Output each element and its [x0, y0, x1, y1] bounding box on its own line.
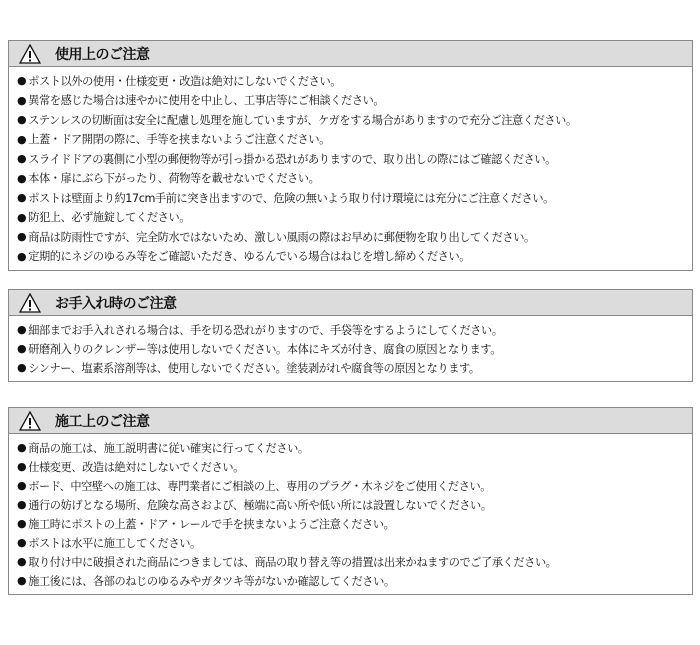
- list-item: ● 商品は防雨性ですが、完全防水ではないため、激しい風雨の際はお早めに郵便物を取り出してください。: [17, 227, 692, 247]
- list-item: ● 定期的にネジのゆるみ等をご確認いただき、ゆるんでいる場合はねじを増し締めください。: [17, 247, 692, 267]
- warning-icon: [19, 44, 41, 64]
- list-item: ● スライドドアの裏側に小型の郵便物等が引っ掛かる恐れがありますので、取り出しの際にはご確認ください。: [17, 149, 692, 169]
- list-item: ● 施工時にポストの上蓋・ドア・レールで手を挟まないようご注意ください。: [17, 514, 692, 533]
- caution-list: [9, 316, 692, 381]
- list-item: ● ポストは壁面より約17cm手前に突き出ますので、危険の無いよう取り付け環境には充分にご注意ください。: [17, 188, 692, 208]
- list-item: ● ボード、中空壁への施工は、専門業者にご相談の上、専用のプラグ・木ネジをご使用ください。: [17, 476, 692, 495]
- list-item: ● 異常を感じた場合は速やかに使用を中止し、工事店等にご相談ください。: [17, 91, 692, 111]
- list-item: ● 細部までお手入れされる場合は、手を切る恐れがりますので、手袋等をするようにしてください。: [17, 320, 692, 339]
- list-item: ● 上蓋・ドア開閉の際に、手等を挟まないようご注意ください。: [17, 130, 692, 150]
- list-item: ● 通行の妨げとなる場所、危険な高さおよび、極端に高い所や低い所には設置しないでください。: [17, 495, 692, 514]
- list-item: ● ポストは水平に施工してください。: [17, 533, 692, 552]
- section-title: お手入れ時のご注意: [55, 295, 177, 312]
- list-item: ● 取り付け中に破損された商品につきましては、商品の取り替え等の措置は出来かねますのでご了承ください。: [17, 552, 692, 571]
- warning-icon: [19, 293, 41, 313]
- list-item: ● ポスト以外の使用・仕様変更・改造は絶対にしないでください。: [17, 71, 692, 91]
- section-title: 使用上のご注意: [55, 46, 150, 63]
- installation-cautions-section: [8, 407, 693, 595]
- list-item: ● 商品の施工は、施工説明書に従い確実に行ってください。: [17, 438, 692, 457]
- section-header: [9, 41, 692, 67]
- list-item: ● シンナー、塩素系溶剤等は、使用しないでください。塗装剥がれや腐食等の原因となります。: [17, 358, 692, 377]
- section-header: [9, 290, 692, 316]
- section-header: [9, 408, 692, 434]
- caution-list: [9, 434, 692, 594]
- usage-cautions-section: [8, 40, 693, 271]
- caution-list: [9, 67, 692, 270]
- list-item: ● 施工後には、各部のねじのゆるみやガタツキ等がないか確認してください。: [17, 571, 692, 590]
- list-item: ● ステンレスの切断面は安全に配慮し処理を施していますが、ケガをする場合がありますので充分ご注意ください。: [17, 110, 692, 130]
- list-item: ● 本体・扉にぶら下がったり、荷物等を載せないでください。: [17, 169, 692, 189]
- section-title: 施工上のご注意: [55, 413, 150, 430]
- care-cautions-section: [8, 289, 693, 382]
- list-item: ● 仕様変更、改造は絶対にしないでください。: [17, 457, 692, 476]
- list-item: ● 研磨剤入りのクレンザー等は使用しないでください。本体にキズが付き、腐食の原因となります。: [17, 339, 692, 358]
- warning-icon: [19, 411, 41, 431]
- list-item: ● 防犯上、必ず施錠してください。: [17, 208, 692, 228]
